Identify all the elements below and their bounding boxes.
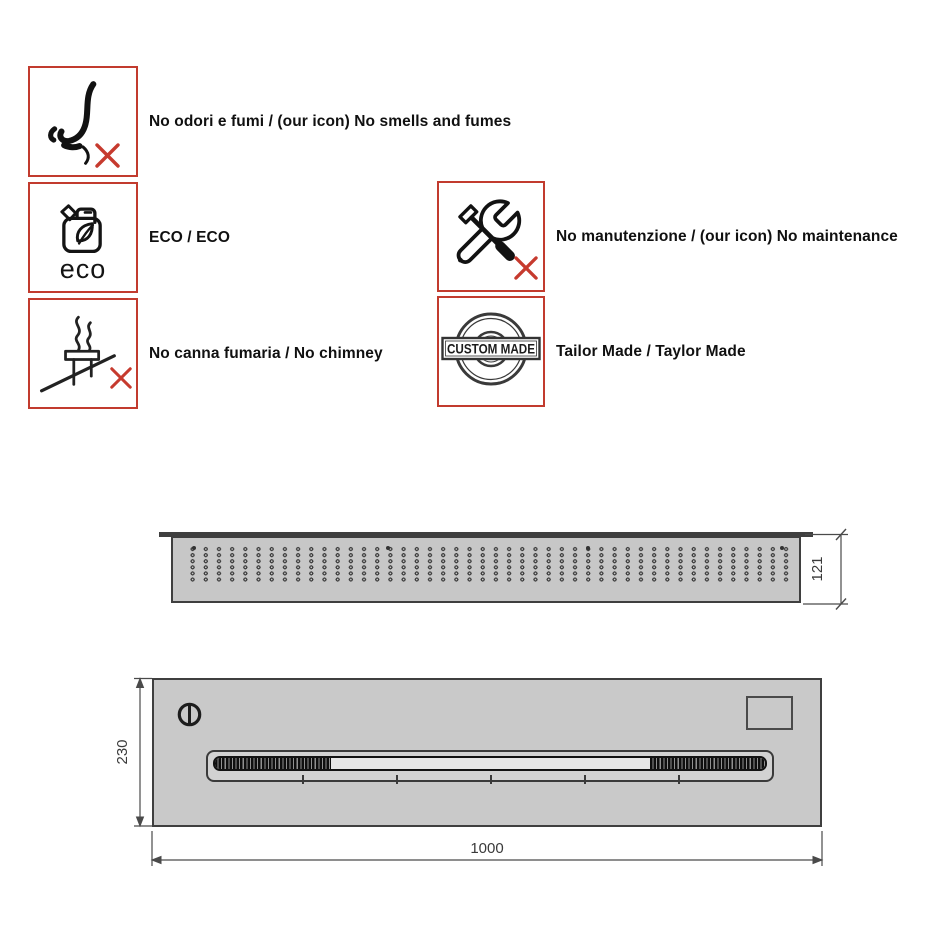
dimension-height-label: 230 — [114, 739, 131, 765]
feature-label: ECO / ECO — [149, 228, 230, 246]
eco-caption: eco — [59, 254, 107, 284]
burner-slot-bar — [213, 756, 767, 771]
slot-divider-tick — [584, 775, 586, 784]
top-view-body — [171, 536, 801, 603]
feature-tailor-made — [437, 296, 746, 407]
feature-label: No odori e fumi / (our icon) No smells and fumes — [149, 112, 512, 130]
feature-eco — [28, 182, 230, 293]
screw-dot — [192, 546, 196, 550]
red-cross-icon — [95, 143, 120, 168]
feature-icon-box — [437, 181, 545, 292]
slot-grate-right — [650, 758, 766, 769]
custom-made-stamp-icon — [441, 302, 541, 402]
slot-divider-tick — [396, 775, 398, 784]
dimension-width-label: 1000 — [470, 840, 504, 857]
feature-icon-box — [28, 66, 138, 177]
dimension-depth-label: 121 — [809, 556, 826, 582]
stamp-text: CUSTOM MADE — [447, 341, 535, 356]
eco-jerrycan-icon — [50, 192, 116, 258]
burner-holes-pattern — [186, 546, 790, 583]
slot-divider-tick — [678, 775, 680, 784]
knob-screw-icon — [176, 700, 203, 729]
red-cross-icon — [514, 256, 538, 280]
slot-divider-tick — [490, 775, 492, 784]
feature-icon-box — [28, 182, 138, 293]
filler-lid — [746, 696, 793, 730]
screw-dot — [386, 546, 390, 550]
feature-icon-box — [437, 296, 545, 407]
feature-label: No canna fumaria / No chimney — [149, 344, 383, 362]
burner-slot — [206, 750, 774, 782]
feature-label: No manutenzione / (our icon) No maintenance — [556, 227, 898, 245]
feature-no-chimney — [28, 298, 383, 409]
red-cross-icon — [110, 367, 132, 389]
slot-divider-tick — [302, 775, 304, 784]
slot-grate-left — [215, 758, 331, 769]
front-view-body — [152, 678, 822, 827]
feature-no-maintenance — [437, 181, 898, 292]
feature-no-smells — [28, 66, 511, 177]
feature-label: Tailor Made / Taylor Made — [556, 342, 746, 360]
feature-icon-box — [28, 298, 138, 409]
